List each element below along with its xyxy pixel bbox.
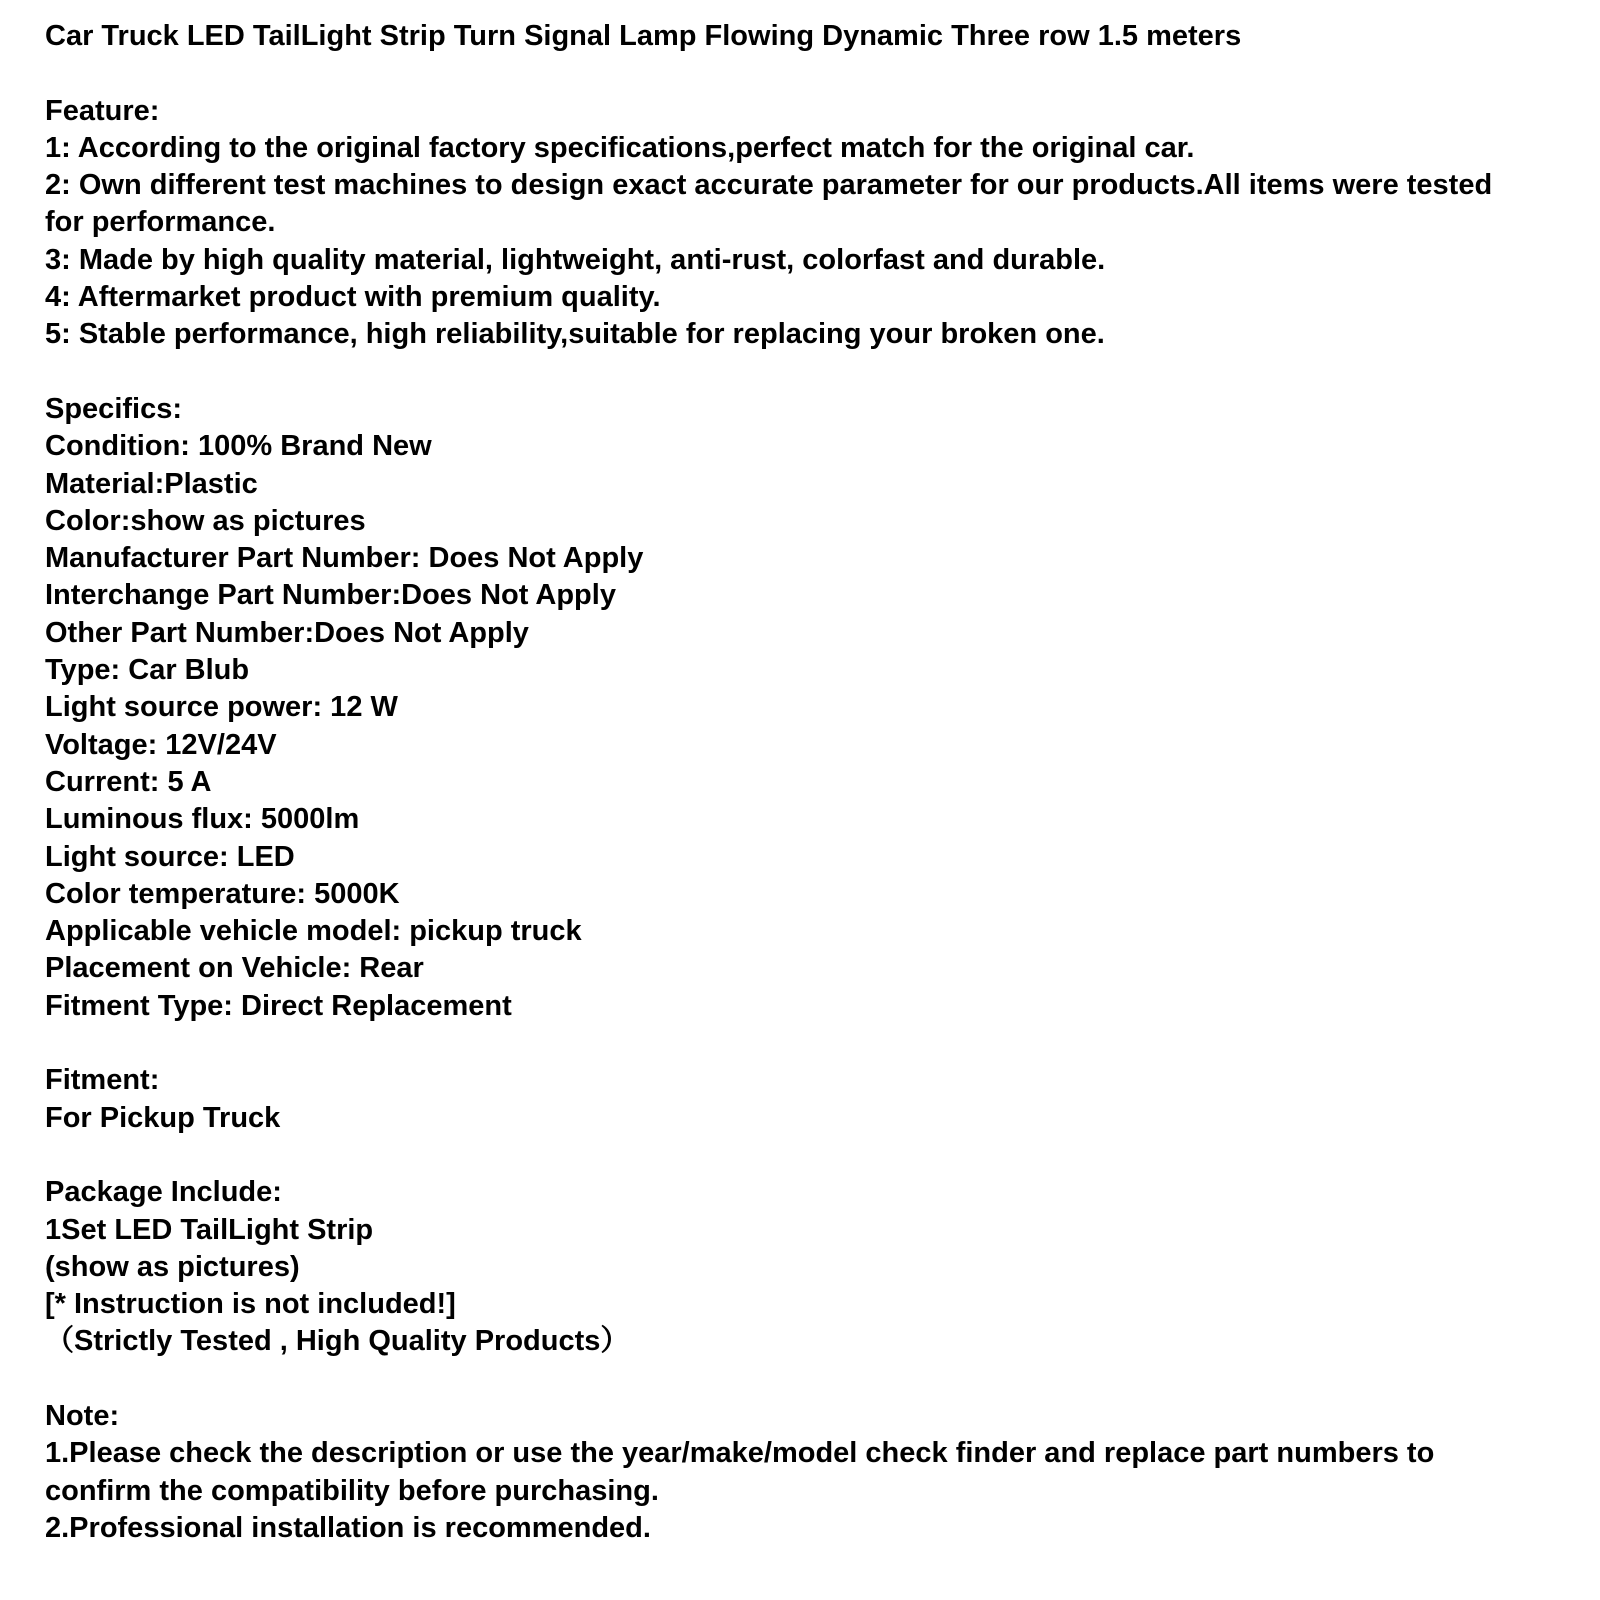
specifics-item-luminous-flux: Luminous flux: 5000lm xyxy=(45,803,360,836)
feature-item: 3: Made by high quality material, lightweight, anti-rust, colorfast and durable. xyxy=(45,243,1106,276)
specifics-item-color: Color:show as pictures xyxy=(45,504,366,537)
fitment-heading: Fitment: xyxy=(45,1064,160,1097)
specifics-item-type: Type: Car Blub xyxy=(45,654,250,687)
feature-item: 5: Stable performance, high reliability,suitable for replacing your broken one. xyxy=(45,318,1105,351)
specifics-item-light-source: Light source: LED xyxy=(45,840,295,873)
specifics-item-fitment-type: Fitment Type: Direct Replacement xyxy=(45,989,512,1022)
specifics-item-interchange-part-number: Interchange Part Number:Does Not Apply xyxy=(45,579,616,612)
specifics-item-material: Material:Plastic xyxy=(45,467,258,500)
note-section xyxy=(45,1398,1535,1547)
specifics-item-condition: Condition: 100% Brand New xyxy=(45,430,432,463)
specifics-item-color-temperature: Color temperature: 5000K xyxy=(45,877,400,910)
feature-item: 4: Aftermarket product with premium quality. xyxy=(45,281,661,314)
specifics-item-placement-on-vehicle: Placement on Vehicle: Rear xyxy=(45,952,424,985)
specifics-item-current: Current: 5 A xyxy=(45,765,212,798)
package-include-item: [* Instruction is not included!] xyxy=(45,1288,456,1321)
feature-heading: Feature: xyxy=(45,94,160,127)
feature-item: 1: According to the original factory specifications,perfect match for the original car. xyxy=(45,131,1195,164)
package-include-item: 1Set LED TailLight Strip xyxy=(45,1213,374,1246)
note-item: 2.Professional installation is recommended. xyxy=(45,1511,651,1544)
specifics-item-other-part-number: Other Part Number:Does Not Apply xyxy=(45,616,529,649)
note-heading: Note: xyxy=(45,1399,120,1432)
specifics-item-applicable-vehicle-model: Applicable vehicle model: pickup truck xyxy=(45,915,582,948)
fitment-section xyxy=(45,1062,1535,1137)
fitment-item: For Pickup Truck xyxy=(45,1101,281,1134)
specifics-item-manufacturer-part-number: Manufacturer Part Number: Does Not Apply xyxy=(45,542,644,575)
package-include-section xyxy=(45,1174,1535,1360)
feature-section xyxy=(45,93,1535,354)
note-item: 1.Please check the description or use the year/make/model check finder and replace part numbers to confirm the compatibility before purchasing. xyxy=(45,1437,1435,1507)
package-include-heading: Package Include: xyxy=(45,1176,282,1209)
package-include-item: (show as pictures) xyxy=(45,1250,300,1283)
specifics-item-light-source-power: Light source power: 12 W xyxy=(45,691,398,724)
specifics-section xyxy=(45,391,1535,1025)
feature-item: 2: Own different test machines to design exact accurate parameter for our products.All items were tested for performance. xyxy=(45,169,1493,239)
title-block xyxy=(45,18,1535,55)
specifics-heading: Specifics: xyxy=(45,392,182,425)
specifics-item-voltage: Voltage: 12V/24V xyxy=(45,728,277,761)
package-include-item: （Strictly Tested , High Quality Products） xyxy=(45,1325,630,1358)
product-title: Car Truck LED TailLight Strip Turn Signal Lamp Flowing Dynamic Three row 1.5 meters xyxy=(45,20,1242,52)
